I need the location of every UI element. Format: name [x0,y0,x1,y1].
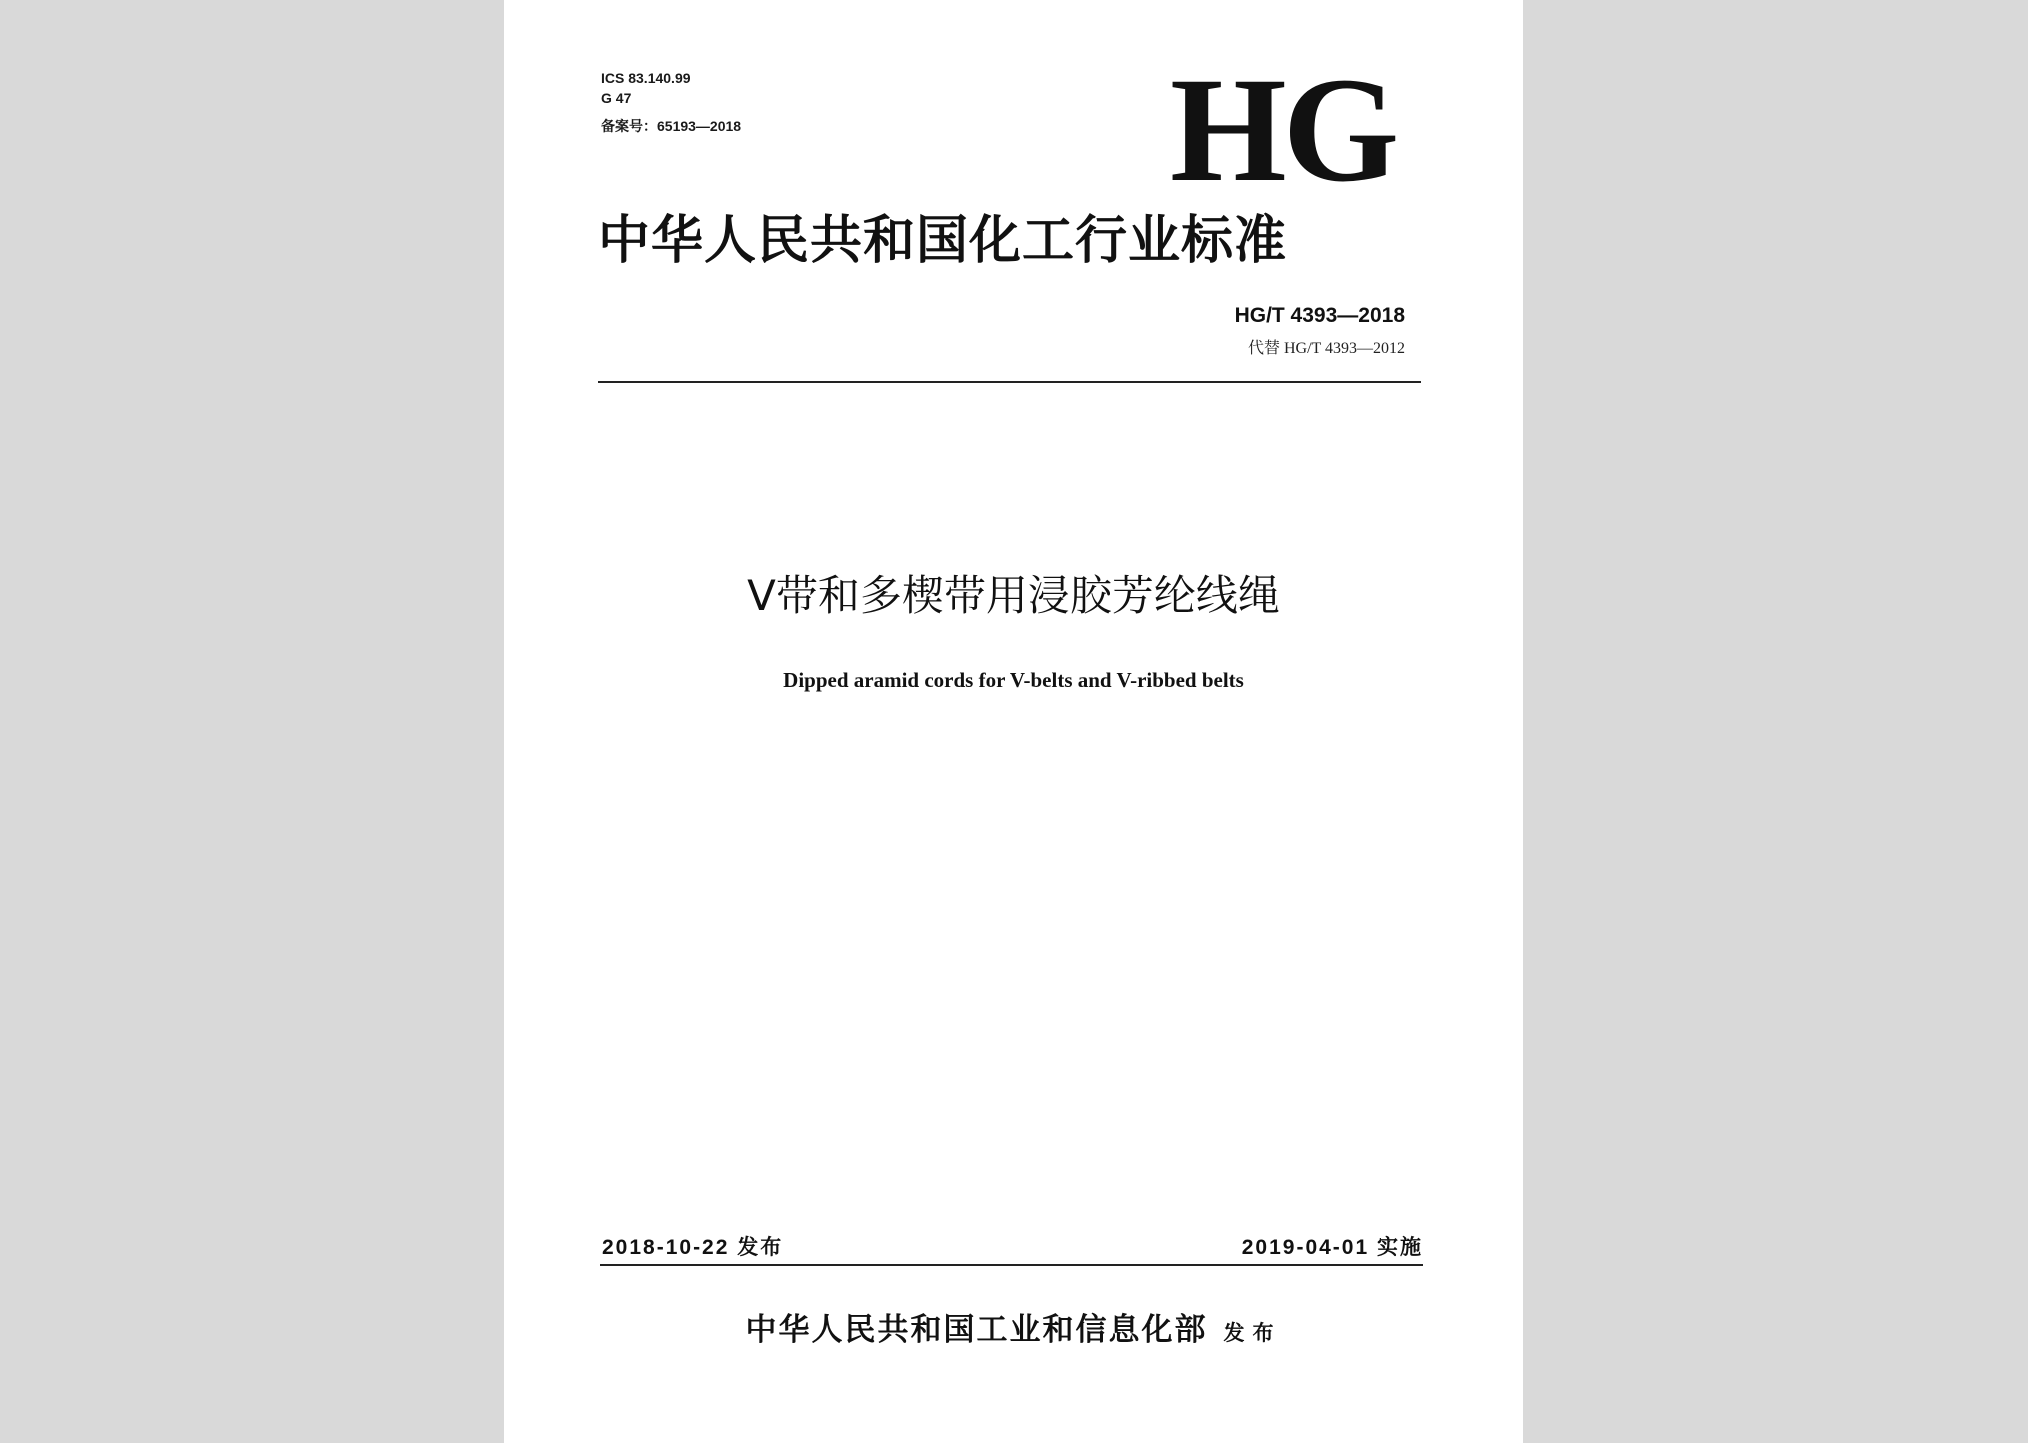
implement-date: 2019-04-01 实施 [1241,1236,1423,1259]
filing-number: 备案号：65193—2018 [601,118,742,134]
issuer-action: 发布 [1223,1321,1282,1345]
issuer-name: 中华人民共和国工业和信息化部 [745,1312,1208,1348]
issuer-line [504,1310,1523,1353]
standard-number: HG/T 4393—2018 [1234,304,1405,327]
ccs-code: G 47 [601,90,632,106]
document-title-english: Dipped aramid cords for V-belts and V-ribbed belts [783,668,1244,692]
bottom-divider [600,1264,1423,1266]
hg-logo: HG [1170,47,1396,213]
standard-type-heading: 中华人民共和国化工行业标准 [598,211,1288,271]
replaces-standard: 代替 HG/T 4393—2012 [1247,340,1405,357]
document-page [504,0,1523,1443]
document-title-chinese: V带和多楔带用浸胶芳纶线绳 [747,571,1280,620]
ics-code: ICS 83.140.99 [601,70,691,86]
publish-date: 2018-10-22 发布 [602,1236,784,1259]
top-divider [598,381,1421,383]
